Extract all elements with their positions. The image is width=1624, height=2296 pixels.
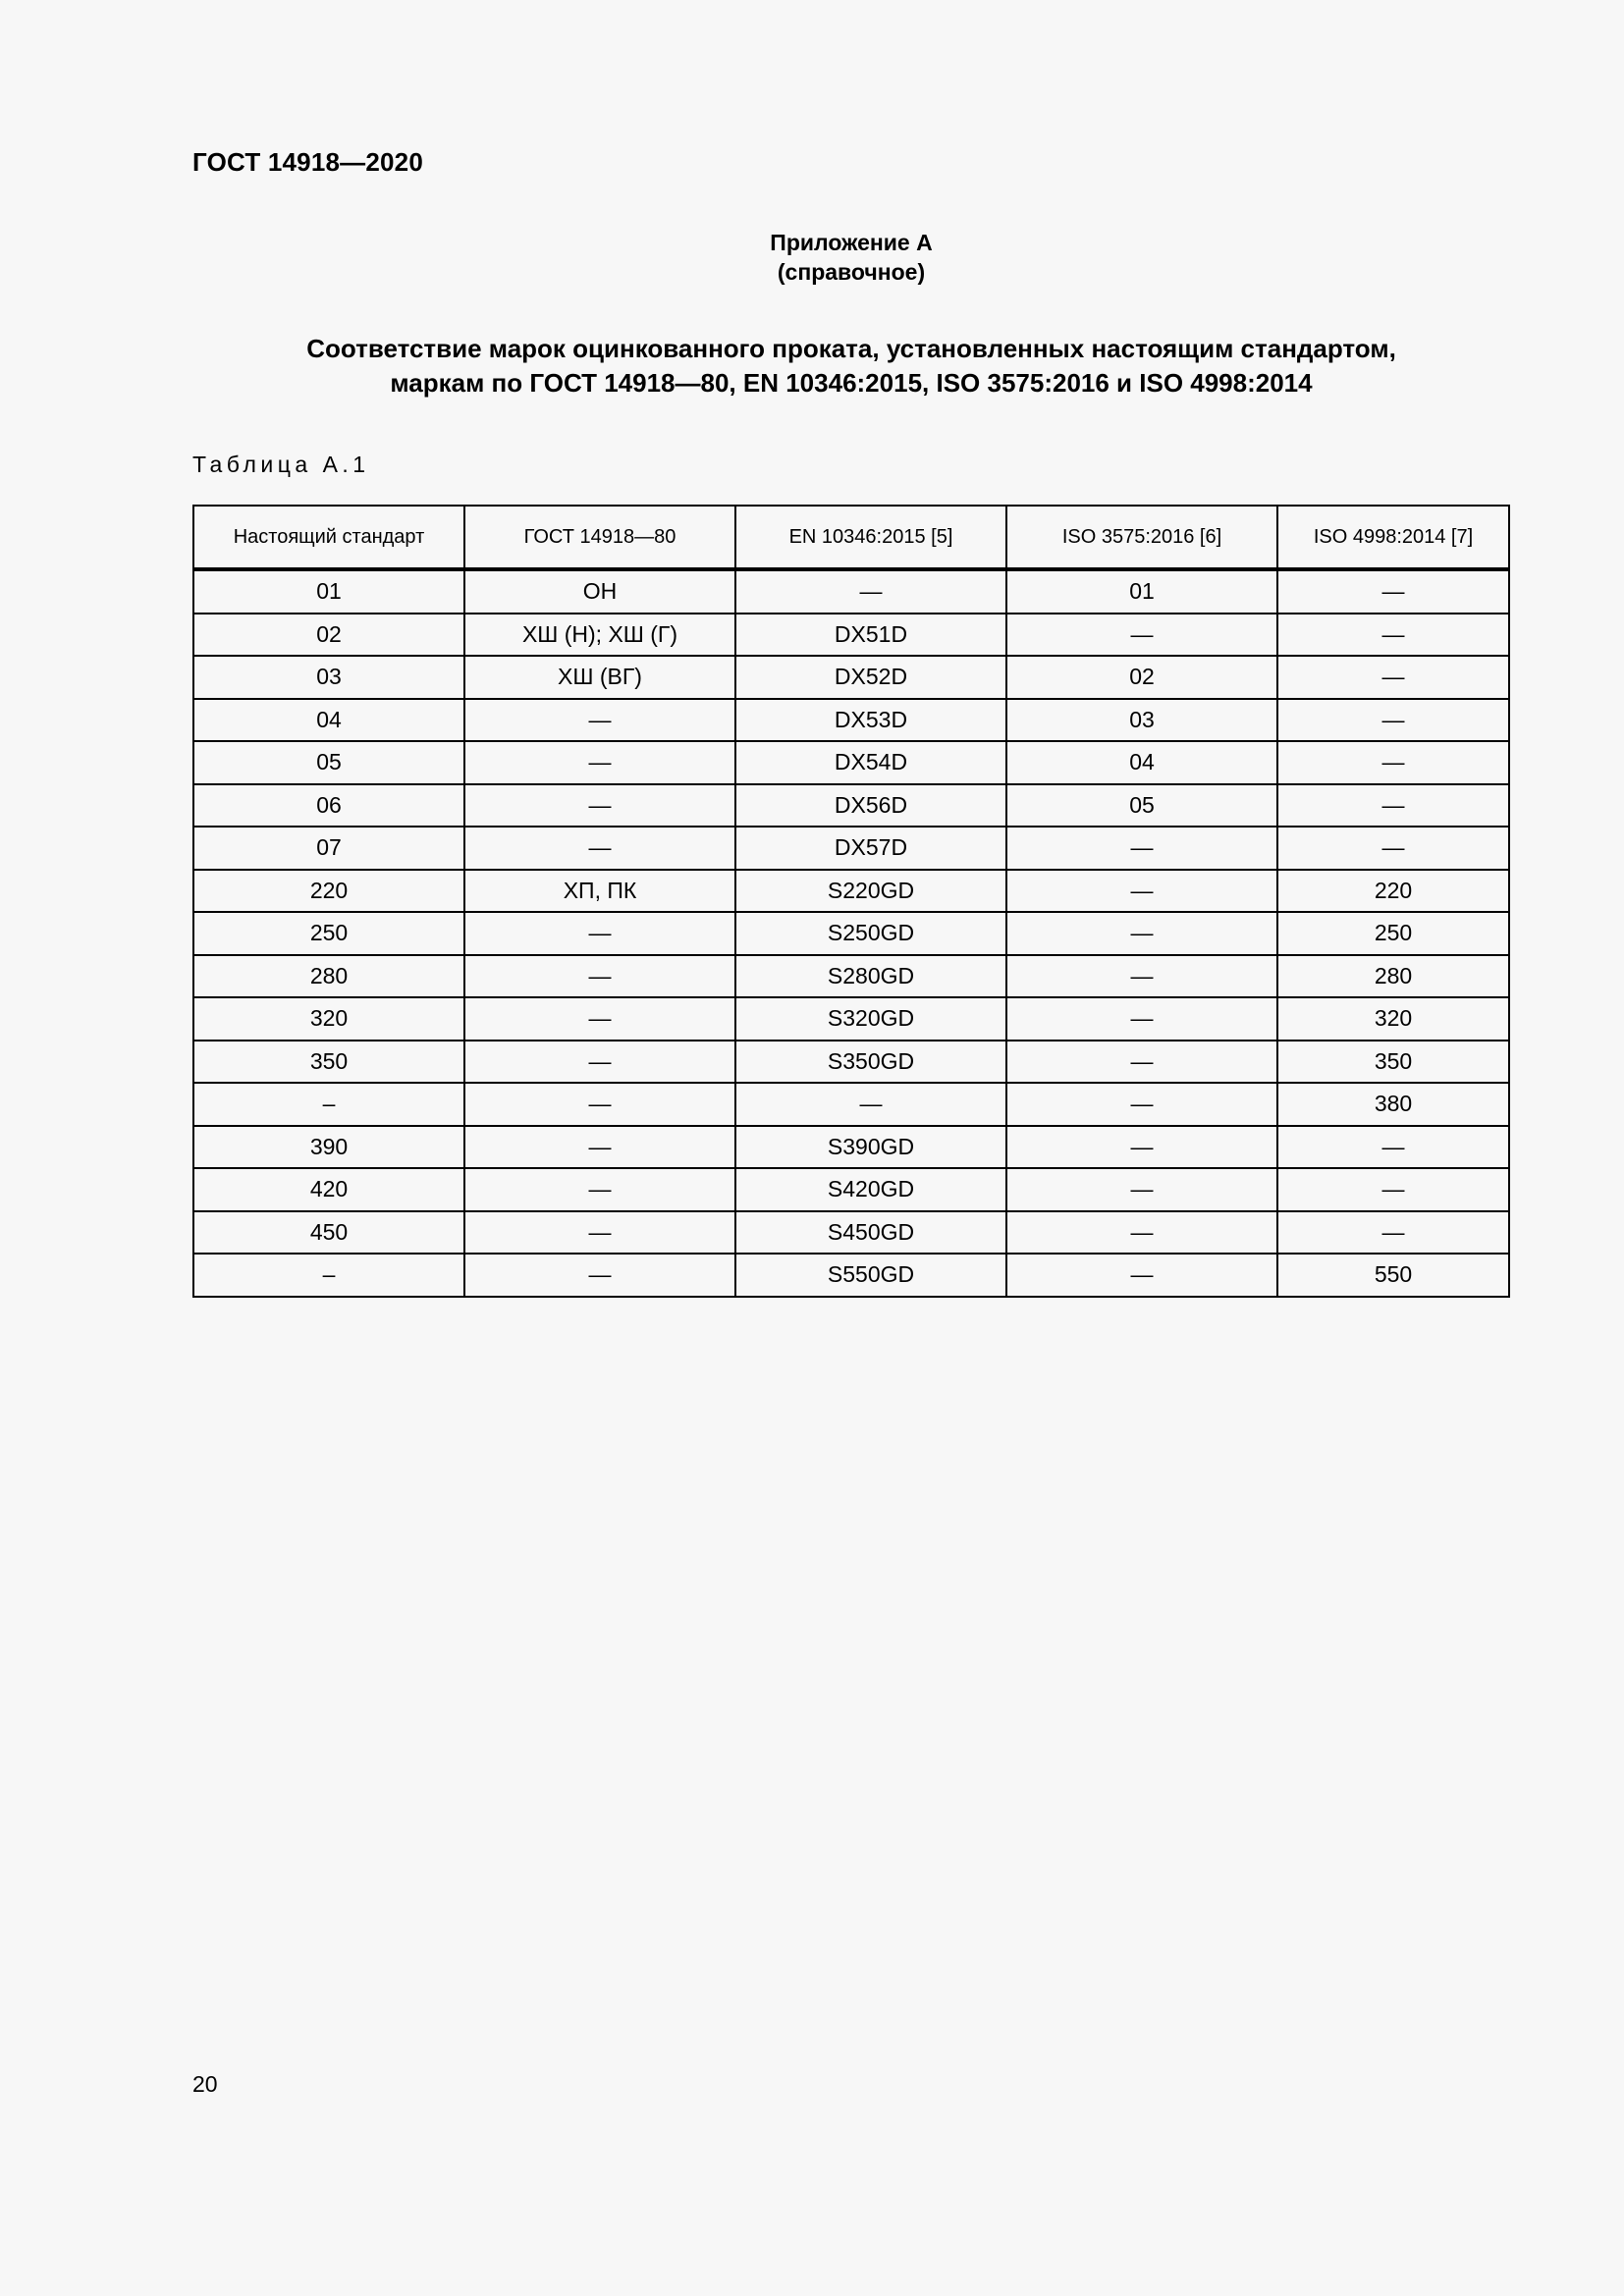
table-cell: DX57D — [735, 827, 1006, 870]
table-cell: 320 — [1277, 997, 1509, 1041]
table-cell: – — [193, 1254, 464, 1297]
table-cell: — — [464, 912, 735, 955]
table-row — [193, 569, 1509, 614]
appendix-note: (справочное) — [777, 259, 926, 285]
table-row — [193, 784, 1509, 828]
table-cell: — — [1006, 827, 1277, 870]
table-cell: ХШ (Н); ХШ (Г) — [464, 614, 735, 657]
table-cell: — — [1277, 656, 1509, 699]
table-cell: — — [1006, 912, 1277, 955]
grades-table — [192, 505, 1510, 1298]
table-row — [193, 1126, 1509, 1169]
table-cell: — — [1277, 614, 1509, 657]
table-row — [193, 1041, 1509, 1084]
table-row — [193, 955, 1509, 998]
table-cell: 320 — [193, 997, 464, 1041]
table-cell: 05 — [1006, 784, 1277, 828]
table-cell: — — [464, 741, 735, 784]
table-cell: — — [464, 997, 735, 1041]
table-cell: S320GD — [735, 997, 1006, 1041]
table-cell: — — [1006, 1254, 1277, 1297]
table-row — [193, 699, 1509, 742]
table-row — [193, 1211, 1509, 1255]
table-cell: S280GD — [735, 955, 1006, 998]
appendix-title: Приложение А — [770, 230, 933, 255]
table-cell: 550 — [1277, 1254, 1509, 1297]
table-cell: DX56D — [735, 784, 1006, 828]
table-cell: — — [464, 1168, 735, 1211]
table-cell: — — [464, 1083, 735, 1126]
table-cell: DX52D — [735, 656, 1006, 699]
table-cell: 06 — [193, 784, 464, 828]
table-cell: 02 — [193, 614, 464, 657]
column-header: ISO 3575:2016 [6] — [1006, 506, 1277, 569]
table-cell: — — [1006, 997, 1277, 1041]
table-cell: S390GD — [735, 1126, 1006, 1169]
table-cell: S350GD — [735, 1041, 1006, 1084]
table-cell: — — [464, 955, 735, 998]
document-code: ГОСТ 14918—2020 — [192, 147, 423, 177]
table-cell: — — [464, 1126, 735, 1169]
table-row — [193, 614, 1509, 657]
table-row — [193, 912, 1509, 955]
table-cell: — — [1006, 955, 1277, 998]
table-cell: 390 — [193, 1126, 464, 1169]
table-cell: — — [735, 569, 1006, 614]
table-row — [193, 1083, 1509, 1126]
table-cell: DX51D — [735, 614, 1006, 657]
table-cell: — — [1277, 784, 1509, 828]
table-row — [193, 741, 1509, 784]
table-cell: — — [464, 784, 735, 828]
table-cell: 250 — [1277, 912, 1509, 955]
table-cell: — — [1006, 614, 1277, 657]
table-cell: ХШ (ВГ) — [464, 656, 735, 699]
page-number: 20 — [192, 2071, 218, 2097]
table-row — [193, 1254, 1509, 1297]
table-cell: — — [1006, 870, 1277, 913]
table-cell: — — [1006, 1211, 1277, 1255]
table-cell: 450 — [193, 1211, 464, 1255]
table-cell: 420 — [193, 1168, 464, 1211]
table-cell: 04 — [1006, 741, 1277, 784]
table-cell: DX53D — [735, 699, 1006, 742]
table-cell: 03 — [193, 656, 464, 699]
table-cell: — — [1277, 1168, 1509, 1211]
table-cell: 350 — [193, 1041, 464, 1084]
table-cell: 220 — [193, 870, 464, 913]
table-cell: — — [1277, 569, 1509, 614]
table-row — [193, 870, 1509, 913]
table-header-row — [193, 506, 1509, 569]
table-cell: — — [464, 1041, 735, 1084]
table-cell: S420GD — [735, 1168, 1006, 1211]
table-cell: — — [1006, 1168, 1277, 1211]
table-cell: DX54D — [735, 741, 1006, 784]
table-cell: — — [464, 1211, 735, 1255]
table-cell: — — [1277, 741, 1509, 784]
table-cell: ХП, ПК — [464, 870, 735, 913]
table-cell: — — [1277, 1211, 1509, 1255]
table-cell: — — [735, 1083, 1006, 1126]
heading-line-1: Соответствие марок оцинкованного проката, установленных настоящим стандартом, — [306, 334, 1396, 363]
column-header: Настоящий стандарт — [193, 506, 464, 569]
table-cell: — — [1006, 1083, 1277, 1126]
table-cell: 05 — [193, 741, 464, 784]
table-cell: ОН — [464, 569, 735, 614]
table-cell: — — [1006, 1041, 1277, 1084]
table-cell: — — [464, 699, 735, 742]
table-cell: 220 — [1277, 870, 1509, 913]
table-body — [193, 569, 1509, 1297]
table-cell: — — [1277, 1126, 1509, 1169]
table-cell: — — [1006, 1126, 1277, 1169]
table-cell: S450GD — [735, 1211, 1006, 1255]
table-cell: — — [1277, 699, 1509, 742]
table-cell: 03 — [1006, 699, 1277, 742]
table-cell: 01 — [193, 569, 464, 614]
table-cell: S550GD — [735, 1254, 1006, 1297]
table-row — [193, 997, 1509, 1041]
table-cell: 07 — [193, 827, 464, 870]
table-cell: 380 — [1277, 1083, 1509, 1126]
table-cell: 02 — [1006, 656, 1277, 699]
table-row — [193, 656, 1509, 699]
table-cell: 280 — [193, 955, 464, 998]
column-header: ГОСТ 14918—80 — [464, 506, 735, 569]
table-cell: 01 — [1006, 569, 1277, 614]
table-cell: S220GD — [735, 870, 1006, 913]
table-cell: 250 — [193, 912, 464, 955]
table-cell: 350 — [1277, 1041, 1509, 1084]
table-cell: 280 — [1277, 955, 1509, 998]
table-cell: — — [464, 1254, 735, 1297]
heading-line-2: маркам по ГОСТ 14918—80, EN 10346:2015, ISO 3575:2016 и ISO 4998:2014 — [390, 368, 1313, 398]
table-cell: — — [1277, 827, 1509, 870]
table-row — [193, 1168, 1509, 1211]
column-header: EN 10346:2015 [5] — [735, 506, 1006, 569]
table-caption: Таблица А.1 — [192, 452, 370, 477]
table-cell: — — [464, 827, 735, 870]
table-cell: 04 — [193, 699, 464, 742]
table-cell: – — [193, 1083, 464, 1126]
column-header: ISO 4998:2014 [7] — [1277, 506, 1509, 569]
table-row — [193, 827, 1509, 870]
table-cell: S250GD — [735, 912, 1006, 955]
